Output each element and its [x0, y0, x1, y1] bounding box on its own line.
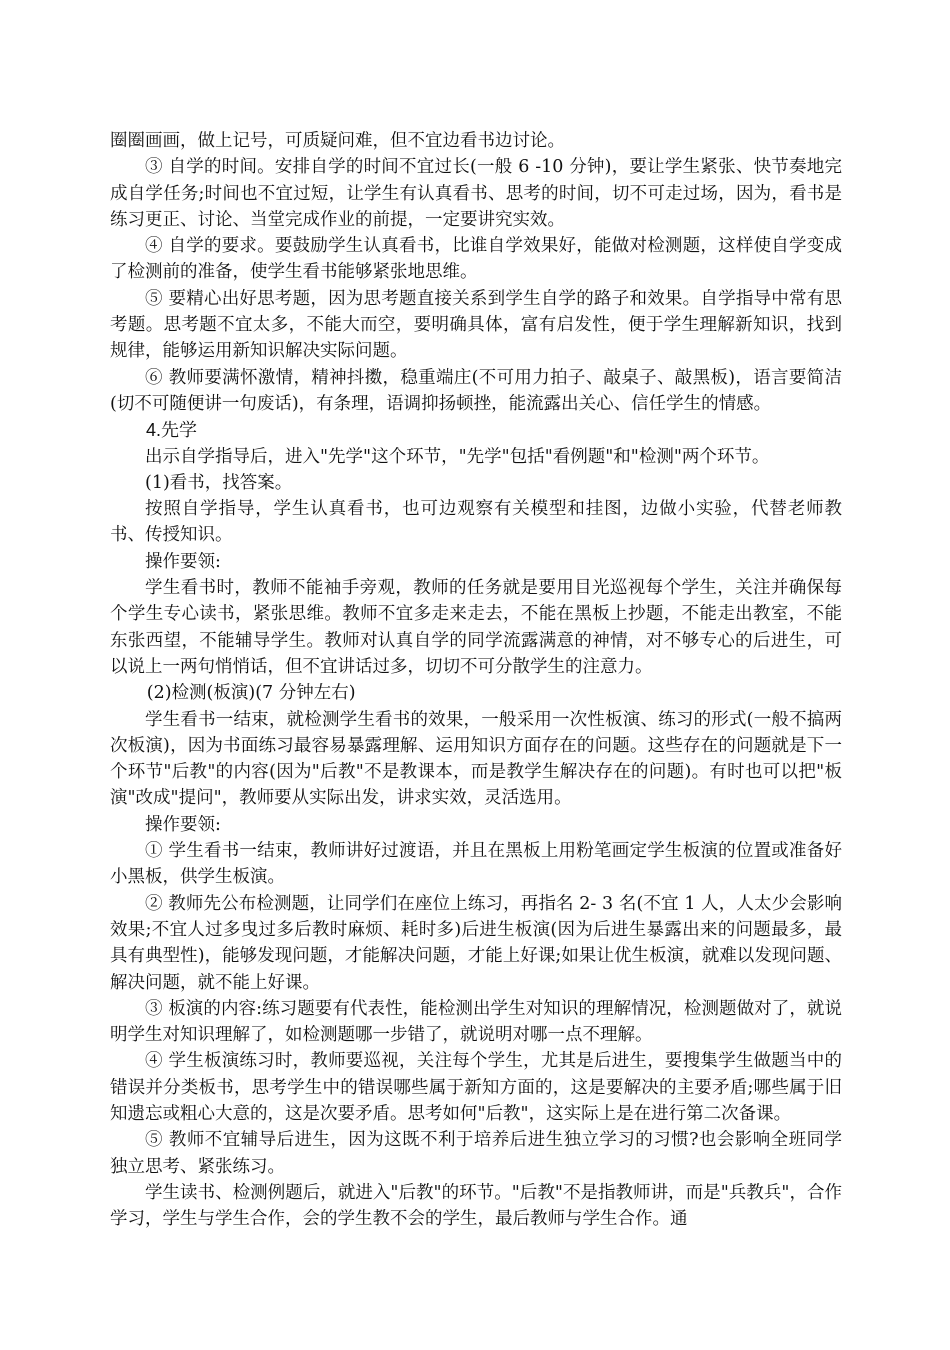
paragraph-xianxue-intro: 出示自学指导后，进入"先学"这个环节，"先学"包括"看例题"和"检测"两个环节。 [145, 446, 770, 467]
label-operation-essentials: 操作要领: [145, 551, 221, 572]
paragraph-houjiao: 学生读书、检测例题后，就进入"后教"的环节。"后教"不是指教师讲，而是"兵教兵"，合作学习，学生与学生合作，会的学生教不会的学生，最后教师与学生合作。通 [110, 1182, 842, 1230]
section-heading-xianxue: 4.先学 [146, 420, 198, 441]
paragraph-teacher-passion: ⑥ 教师要满怀激情，精神抖擞，稳重端庄(不可用力拍子、敲桌子、敲黑板)，语言要简洁(切不可随便讲一句废话)，有条理，语调抑扬顿挫，能流露出关心、信任学生的情感。 [110, 367, 842, 414]
subheading-read-book: (1)看书，找答案。 [145, 472, 293, 493]
paragraph-step-1: ① 学生看书一结束，教师讲好过渡语，并且在黑板上用粉笔画定学生板演的位置或准备好小黑板，供学生板演。 [110, 841, 842, 888]
paragraph-step-5: ⑤ 教师不宜辅导后进生，因为这既不利于培养后进生独立学习的习惯?也会影响全班同学独立思考、紧张练习。 [110, 1130, 842, 1177]
paragraph-self-study-requirements: ④ 自学的要求。要鼓励学生认真看书，比谁自学效果好，能做对检测题，这样使自学变成了检测前的准备，使学生看书能够紧张地思维。 [110, 236, 842, 283]
label-operation-essentials-2: 操作要领: [145, 814, 221, 835]
subheading-detection: (2)检测(板演)(7 分钟左右) [146, 683, 356, 704]
paragraph-step-2: ② 教师先公布检测题，让同学们在座位上练习，再指名 2- 3 名(不宜 1 人，人太少会影响效果;不宜人过多曳过多后教时麻烦、耗时多)后进生板演(因为后进生暴露出来的问题最多，最具有典型性)，能够发现问题，才能解决问题，才能上好课;如果让优生板演，就难以发现问题、解决问题，就不能上好课。 [110, 893, 842, 993]
paragraph-step-4: ④ 学生板演练习时，教师要巡视，关注每个学生，尤其是后进生，要搜集学生做题当中的错误并分类板书，思考学生中的错误哪些属于新知方面的，这是要解决的主要矛盾;哪些属于旧知遗忘或粗心大意的，这是次要矛盾。思考如何"后教"，这实际上是在进行第二次备课。 [110, 1051, 842, 1124]
paragraph-self-study-time: ③ 自学的时间。安排自学的时间不宜过长(一般 6 -10 分钟)，要让学生紧张、快节奏地完成自学任务;时间也不宜过短，让学生有认真看书、思考的时间，切不可走过场，因为，看书是练习更正、讨论、当堂完成作业的前提，一定要讲究实效。 [110, 157, 842, 230]
paragraph-step-3: ③ 板演的内容:练习题要有代表性，能检测出学生对知识的理解情况，检测题做对了，就说明学生对知识理解了，如检测题哪一步错了，就说明对哪一点不理解。 [110, 998, 842, 1046]
paragraph-continuation: 圈圈画画，做上记号，可质疑问难，但不宜边看书边讨论。 [110, 131, 565, 151]
document-page [110, 128, 842, 1232]
paragraph-detection: 学生看书一结束，就检测学生看书的效果，一般采用一次性板演、练习的形式(一般不搞两次板演)，因为书面练习最容易暴露理解、运用知识方面存在的问题。这些存在的问题就是下一个环节"后教"的内容(因为"后教"不是教课本，而是教学生解决存在的问题)。有时也可以把"板演"改成"提问"，教师要从实际出发，讲求实效，灵活选用。 [110, 709, 842, 809]
paragraph-thinking-questions: ⑤ 要精心出好思考题，因为思考题直接关系到学生自学的路子和效果。自学指导中常有思考题。思考题不宜太多，不能大而空，要明确具体，富有启发性，便于学生理解新知识，找到规律，能够运用新知识解决实际问题。 [110, 288, 842, 362]
paragraph-read-book: 按照自学指导，学生认真看书，也可边观察有关模型和挂图，边做小实验，代替老师教书、传授知识。 [110, 499, 842, 546]
paragraph-teacher-watch: 学生看书时，教师不能袖手旁观，教师的任务就是要用目光巡视每个学生，关注并确保每个学生专心读书，紧张思维。教师不宜多走来走去，不能在黑板上抄题，不能走出教室，不能东张西望，不能辅导学生。教师对认真自学的同学流露满意的神情，对不够专心的后进生，可以说上一两句悄悄话，但不宜讲话过多，切切不可分散学生的注意力。 [110, 578, 842, 677]
